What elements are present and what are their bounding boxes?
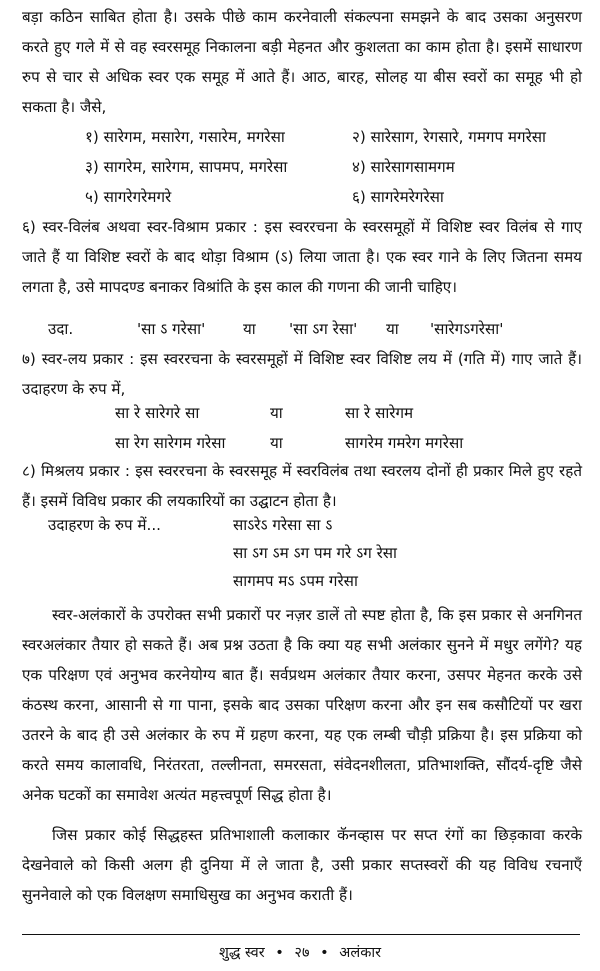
intro-paragraph: बड़ा कठिन साबित होता है। उसके पीछे काम करनेवाली संकल्पना समझने के बाद उसका अनुसरण करते हुए गले में से वह स्वरसमूह निकालना बड़ी मेहनत और कुशलता का काम होता है। इसमें साधारण रुप से चार से अधिक स्वर एक समूह में आते हैं। आठ, बारह, सोलह या बीस स्वरों का समूह भी हो सकता है। जैसे, [22,8,582,116]
example-notation: सा ऽग ऽम ऽग पम गरे ऽग रेसा [233,544,397,562]
example-notation: साऽरेऽ गरेसा सा ऽ [233,516,333,534]
example-notation: सा रे सारेगम [345,404,414,422]
or-word: या [270,434,283,452]
page-footer [0,940,600,966]
or-word: या [270,404,283,422]
footer-book-title: शुद्ध स्वर [218,945,265,961]
example-notation: 'सारेगऽगरेसा' [430,320,504,338]
list-item: ४) सारेसागसामगम [352,158,455,176]
section-8-paragraph: ८) मिश्रलय प्रकार : इस स्वररचना के स्वरसमूह में स्वरविलंब तथा स्वरलय दोनों ही प्रकार मिले हुए रहते हैं। इसमें विविध प्रकार की लयकारियों का उद्घाटन होता है। [22,462,582,510]
example-notation: सा रे सारेगरे सा [115,404,200,422]
list-item: १) सारेगम, मसारेग, गसारेम, मगरेसा [85,128,285,146]
body-paragraph-1: स्वर-अलंकारों के उपरोक्त सभी प्रकारों पर नज़र डालें तो स्पष्ट होता है, कि इस प्रकार से अनगिनत स्वरअलंकार तैयार हो सकते हैं। अब प्रश्न उठता है कि क्या यह सभी अलंकार सुनने में मधुर लगेंगे? यह एक परिक्षण एवं अनुभव करनेयोग्य बात हैं। सर्वप्रथम अलंकार तैयार करना, उसपर मेहनत करके उसे कंठस्थ करना, आसानी से गा पाना, इसके बाद उसका परिक्षण करना और इन सब कसौटियों पर खरा उतरने के बाद ही उसे अलंकार के रुप में ग्रहण करना, यह एक लम्बी चौड़ी प्रक्रिया है। इस प्रक्रिया को करते समय कालावधि, निरंतरता, तल्लीनता, समरसता, संवेदनशीलता, प्रतिभाशक्ति, सौंदर्य-दृष्टि जैसे अनेक घटकों का समावेश अत्यंत महत्त्वपूर्ण सिद्ध होता है। [22,606,583,804]
example-label: उदाहरण के रुप में... [48,516,161,534]
list-item: ५) सागरेगरेमगरे [85,188,172,206]
section-7-paragraph: ७) स्वर-लय प्रकार : इस स्वररचना के स्वरसमूहों में विशिष्ट स्वर विशिष्ट लय में (गति में) गाए जाते हैं। उदाहरण के रुप में, [22,350,582,398]
body-paragraph-2: जिस प्रकार कोई सिद्धहस्त प्रतिभाशाली कलाकार कॅनव्हास पर सप्त रंगों का छिड़कावा करके देखनेवाले को किसी अलग ही दुनिया में ले जाता है, उसी प्रकार सप्तस्वरों की यह विविध रचनाएँ सुननेवाले को एक विलक्षण समाधिसुख का अनुभव कराती हैं। [22,826,582,904]
footer-separator: • [275,945,284,961]
example-notation: सा रेग सारेगम गरेसा [115,434,226,452]
example-notation: 'सा ऽग रेसा' [289,320,358,338]
list-item: ३) सागरेम, सारेगम, सापमप, मगरेसा [85,158,288,176]
example-label: उदा. [48,320,74,338]
or-word: या [243,320,256,338]
example-notation: 'सा ऽ गरेसा' [137,320,206,338]
list-item: २) सारेसाग, रेगसारे, गमगप मगरेसा [352,128,546,146]
section-6-paragraph: ६) स्वर-विलंब अथवा स्वर-विश्राम प्रकार : इस स्वररचना के स्वरसमूहों में विशिष्ट स्वर विलंब से गाए जाते हैं या विशिष्ट स्वरों के बाद थोड़ा विश्राम (ऽ) लिया जाता है। एक स्वर गाने के लिए जितना समय लगता है, उसे मापदण्ड बनाकर विश्रांति के इस काल की गणना की जानी चाहिए। [22,218,582,296]
footer-chapter-title: अलंकार [339,945,382,961]
or-word: या [386,320,399,338]
example-notation: सागमप मऽ ऽपम गरेसा [233,572,358,590]
page-number: २७ [294,945,310,961]
example-notation: सागरेम गमरेग मगरेसा [345,434,464,452]
list-item: ६) सागरेमरेगरेसा [352,188,444,206]
footer-rule [22,934,580,935]
footer-separator: • [320,945,329,961]
